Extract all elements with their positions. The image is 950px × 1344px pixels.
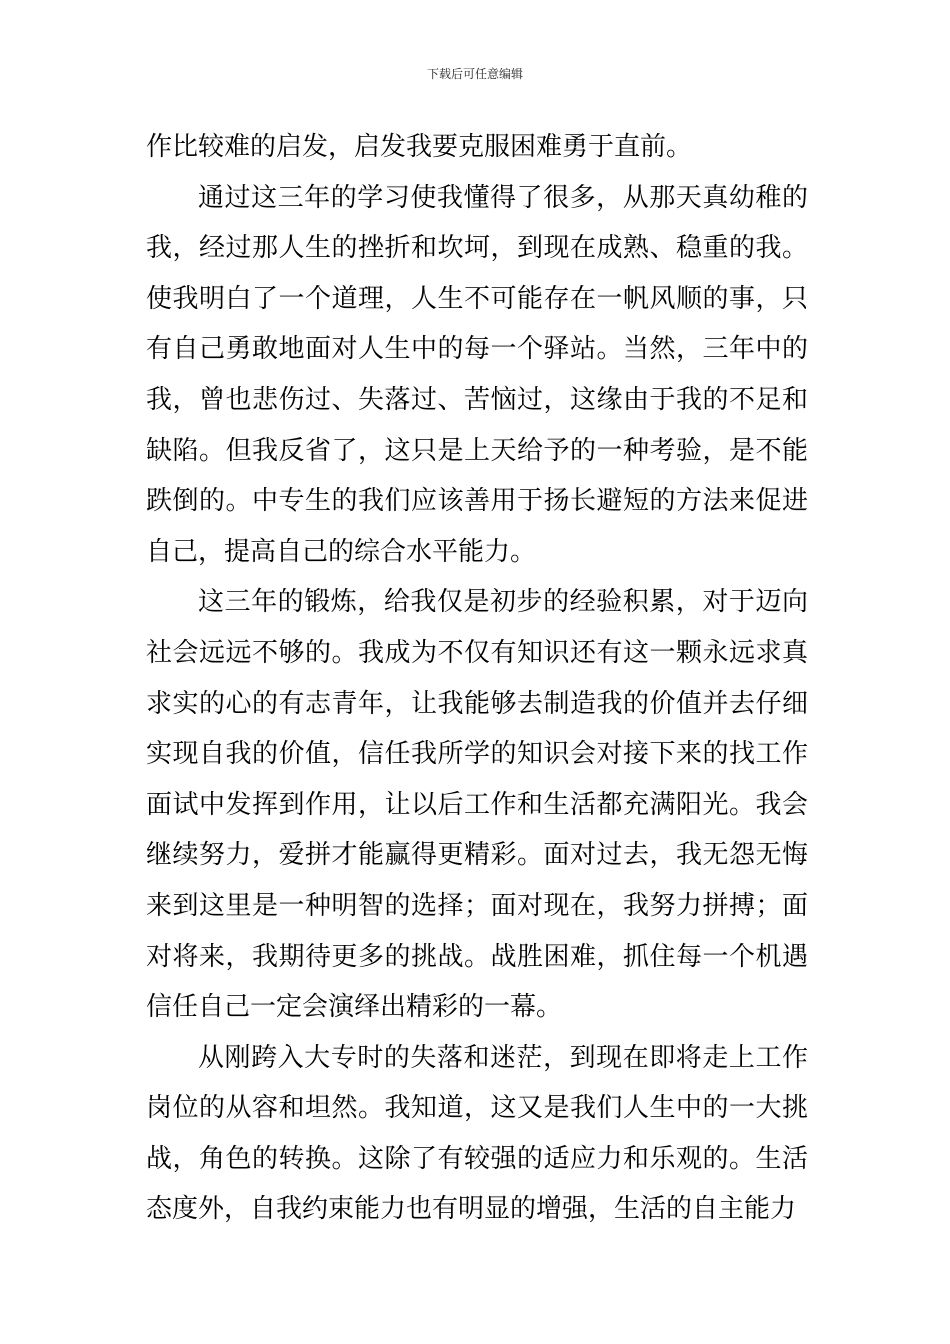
paragraph-4: 从刚跨入大专时的失落和迷茫，到现在即将走上工作岗位的从容和坦然。我知道，这又是我们人生中的一大挑战，角色的转换。这除了有较强的适应力和乐观的。生活态度外，自我约束能力也有明显的增强，生活的自主能力 <box>146 1042 808 1225</box>
document-body <box>146 122 808 1235</box>
paragraph-2: 通过这三年的学习使我懂得了很多，从那天真幼稚的我，经过那人生的挫折和坎坷，到现在成熟、稳重的我。使我明白了一个道理，人生不可能存在一帆风顺的事，只有自己勇敢地面对人生中的每一个驿站。当然，三年中的我，曾也悲伤过、失落过、苦恼过，这缘由于我的不足和缺陷。但我反省了，这只是上天给予的一种考验，是不能跌倒的。中专生的我们应该善用于扬长避短的方法来促进自己，提高自己的综合水平能力。 <box>146 182 808 567</box>
paragraph-1: 作比较难的启发，启发我要克服困难勇于直前。 <box>146 132 693 162</box>
page-header: 下载后可任意编辑 <box>426 67 523 81</box>
paragraph-3: 这三年的锻炼，给我仅是初步的经验积累，对于迈向社会远远不够的。我成为不仅有知识还有这一颗永远求真求实的心的有志青年，让我能够去制造我的价值并去仔细实现自我的价值，信任我所学的知识会对接下来的找工作面试中发挥到作用，让以后工作和生活都充满阳光。我会继续努力，爱拼才能赢得更精彩。面对过去，我无怨无悔来到这里是一种明智的选择；面对现在，我努力拼搏；面对将来，我期待更多的挑战。战胜困难，抓住每一个机遇信任自己一定会演绎出精彩的一幕。 <box>146 587 808 1023</box>
